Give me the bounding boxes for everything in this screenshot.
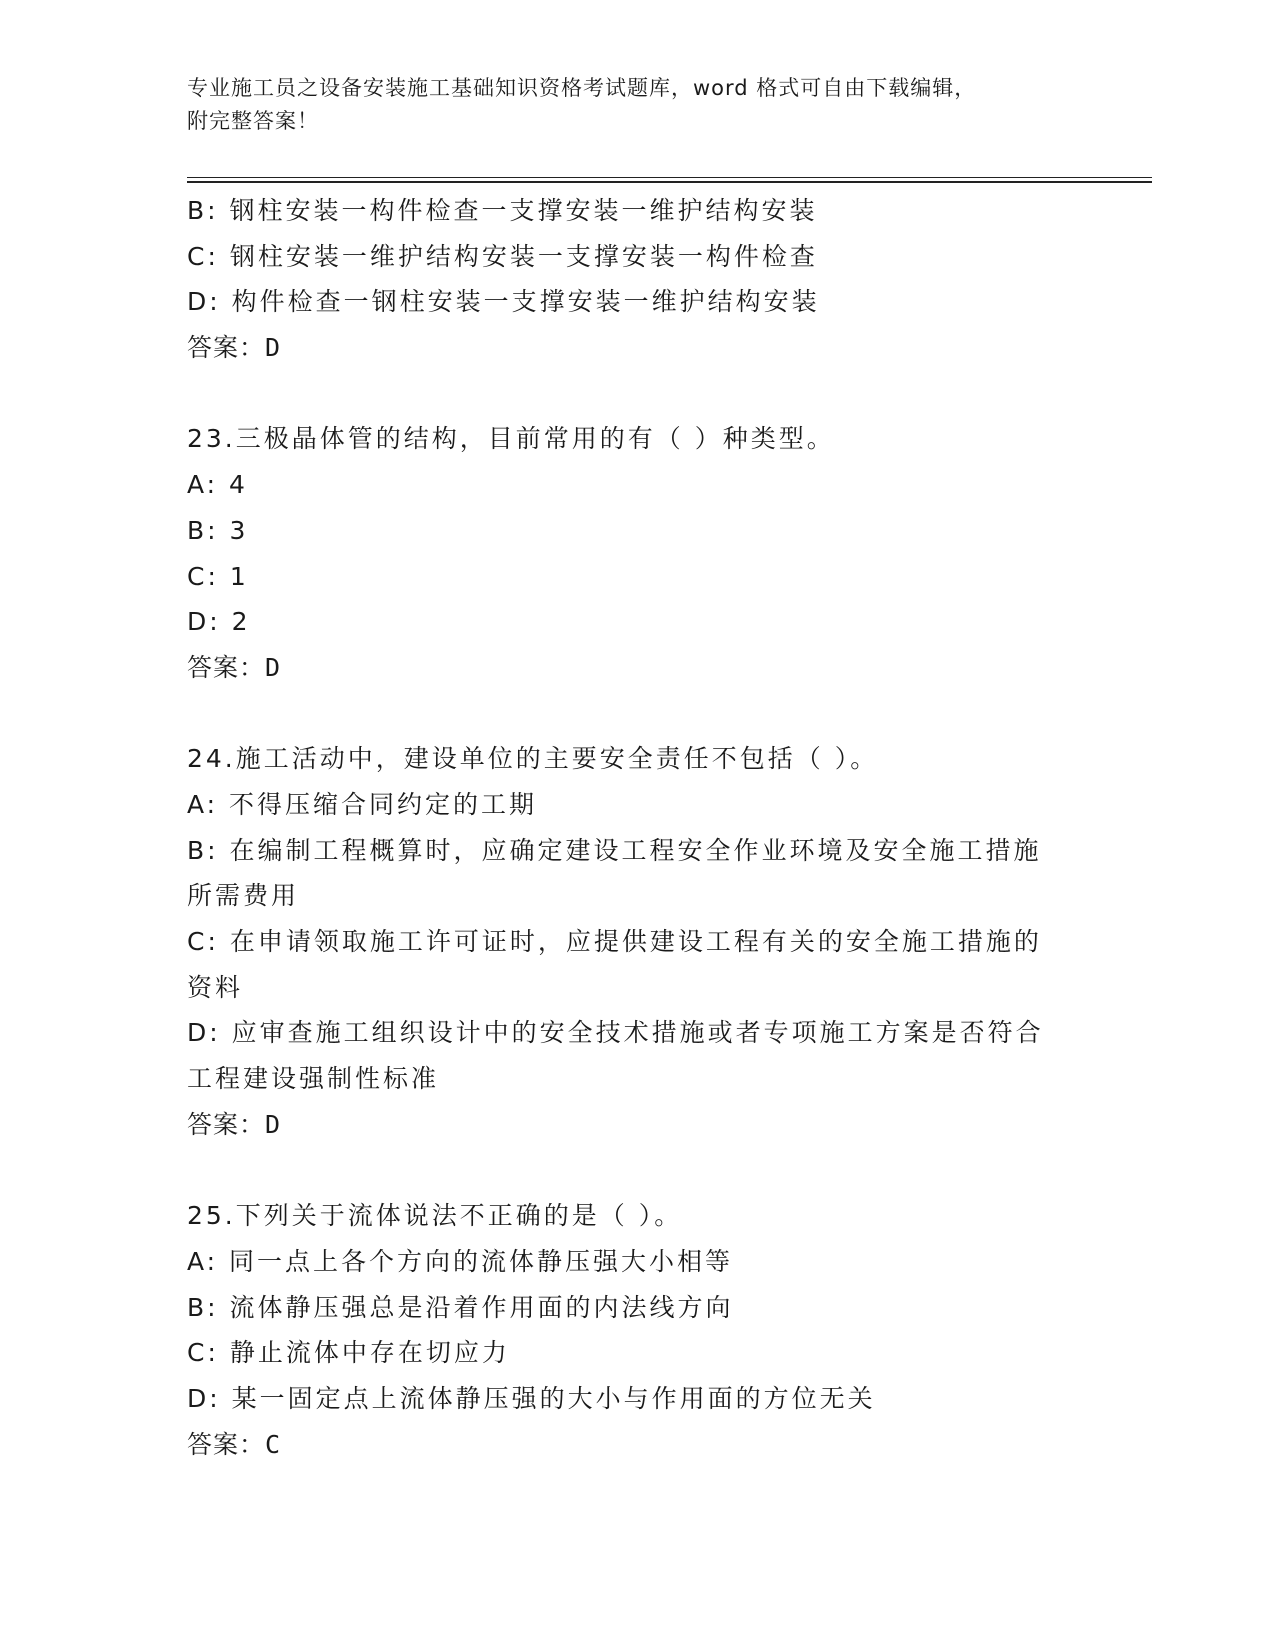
- option-line: A: 不得压缩合同约定的工期: [187, 789, 538, 819]
- option-line: A: 同一点上各个方向的流体静压强大小相等: [187, 1246, 734, 1276]
- option-continuation: 所需费用: [187, 881, 300, 911]
- option-line: D: 某一固定点上流体静压强的大小与作用面的方位无关: [187, 1383, 876, 1413]
- header-divider-thick: [187, 181, 1152, 183]
- option-continuation: 工程建设强制性标准: [187, 1064, 440, 1094]
- option-line: A: 4: [187, 470, 248, 500]
- answer-line: 答案：D: [187, 652, 282, 682]
- header-divider-thin: [187, 177, 1152, 178]
- question-content: [187, 188, 1077, 1467]
- option-line: D: 应审查施工组织设计中的安全技术措施或者专项施工方案是否符合: [187, 1018, 1044, 1048]
- answer-line: 答案：D: [187, 1109, 282, 1139]
- question-stem: 25.下列关于流体说法不正确的是（ ）。: [187, 1201, 683, 1231]
- answer-line: 答案：D: [187, 333, 282, 363]
- spacer: [187, 371, 1077, 417]
- spacer: [187, 1147, 1077, 1193]
- question-stem: 23.三极晶体管的结构，目前常用的有（ ）种类型。: [187, 424, 835, 454]
- spacer: [187, 691, 1077, 737]
- answer-line: 答案：C: [187, 1429, 282, 1459]
- header-line-2: 附完整答案！: [187, 109, 319, 133]
- option-line: D: 2: [187, 607, 251, 637]
- option-line: B: 流体静压强总是沿着作用面的内法线方向: [187, 1292, 734, 1322]
- document-header: [187, 72, 1067, 138]
- option-continuation: 资料: [187, 972, 244, 1002]
- option-line: D: 构件检查一钢柱安装一支撑安装一维护结构安装: [187, 287, 820, 317]
- option-line: C: 静止流体中存在切应力: [187, 1338, 510, 1368]
- option-line: B: 在编制工程概算时，应确定建设工程安全作业环境及安全施工措施: [187, 835, 1042, 865]
- header-line-1: 专业施工员之设备安装施工基础知识资格考试题库，word 格式可自由下载编辑，: [187, 76, 977, 100]
- option-line: B: 钢柱安装一构件检查一支撑安装一维护结构安装: [187, 196, 818, 225]
- question-stem: 24.施工活动中，建设单位的主要安全责任不包括（ ）。: [187, 744, 879, 774]
- option-line: C: 在申请领取施工许可证时，应提供建设工程有关的安全施工措施的: [187, 927, 1042, 956]
- option-line: C: 1: [187, 561, 249, 591]
- option-line: C: 钢柱安装一维护结构安装一支撑安装一构件检查: [187, 241, 818, 271]
- option-line: B: 3: [187, 515, 249, 545]
